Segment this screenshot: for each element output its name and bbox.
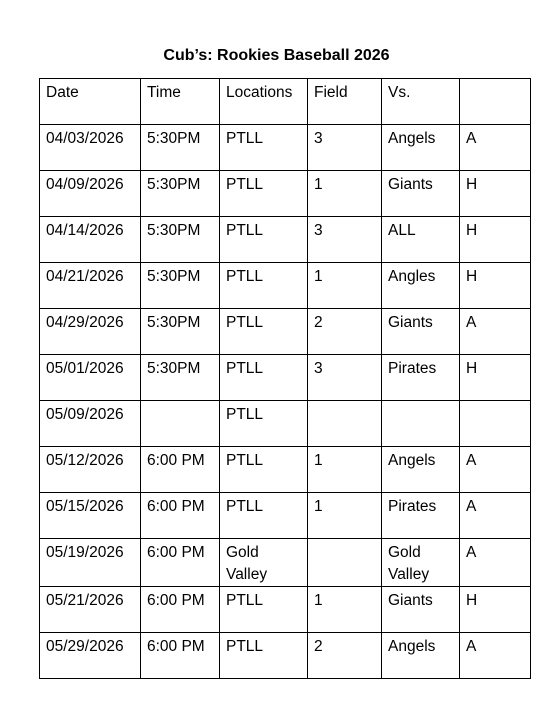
cell-home-away bbox=[460, 633, 531, 679]
cell-text: 2 bbox=[314, 314, 323, 331]
cell-text: 5:30PM bbox=[147, 130, 201, 147]
cell-time bbox=[141, 539, 220, 587]
cell-text: Gold Valley bbox=[388, 544, 430, 583]
cell-text: 04/14/2026 bbox=[46, 222, 124, 239]
cell-text: PTLL bbox=[226, 222, 264, 239]
cell-text: PTLL bbox=[226, 130, 264, 147]
schedule-table bbox=[39, 78, 531, 679]
cell-location bbox=[220, 633, 308, 679]
table-row bbox=[40, 125, 531, 171]
cell-date bbox=[40, 401, 141, 447]
cell-home-away bbox=[460, 263, 531, 309]
cell-text: 6:00 PM bbox=[147, 638, 205, 655]
cell-text: 05/21/2026 bbox=[46, 592, 124, 609]
cell-text: 05/15/2026 bbox=[46, 498, 124, 515]
cell-text: ALL bbox=[388, 222, 416, 239]
cell-opponent bbox=[382, 587, 460, 633]
cell-location bbox=[220, 125, 308, 171]
cell-text: PTLL bbox=[226, 360, 264, 377]
cell-time bbox=[141, 171, 220, 217]
cell-time bbox=[141, 355, 220, 401]
cell-opponent bbox=[382, 355, 460, 401]
cell-date bbox=[40, 587, 141, 633]
cell-text: 1 bbox=[314, 176, 323, 193]
header-vs-label: Vs. bbox=[388, 84, 411, 101]
table-row bbox=[40, 633, 531, 679]
cell-opponent bbox=[382, 447, 460, 493]
cell-text: 2 bbox=[314, 638, 323, 655]
cell-text: 5:30PM bbox=[147, 268, 201, 285]
cell-date bbox=[40, 309, 141, 355]
cell-text: 5:30PM bbox=[147, 314, 201, 331]
cell-field bbox=[308, 447, 382, 493]
cell-date bbox=[40, 539, 141, 587]
cell-field bbox=[308, 401, 382, 447]
cell-field bbox=[308, 355, 382, 401]
table-row bbox=[40, 263, 531, 309]
header-home-away bbox=[460, 79, 531, 125]
cell-text: 3 bbox=[314, 130, 323, 147]
table-row bbox=[40, 217, 531, 263]
cell-home-away bbox=[460, 125, 531, 171]
cell-text: Angels bbox=[388, 130, 436, 147]
cell-time bbox=[141, 493, 220, 539]
cell-text: Giants bbox=[388, 592, 433, 609]
cell-date bbox=[40, 263, 141, 309]
cell-opponent bbox=[382, 263, 460, 309]
cell-text: 3 bbox=[314, 222, 323, 239]
cell-opponent bbox=[382, 217, 460, 263]
cell-text: A bbox=[466, 314, 477, 331]
cell-location bbox=[220, 309, 308, 355]
header-vs bbox=[382, 79, 460, 125]
cell-text: 3 bbox=[314, 360, 323, 377]
cell-time bbox=[141, 401, 220, 447]
cell-home-away bbox=[460, 355, 531, 401]
cell-home-away bbox=[460, 539, 531, 587]
cell-text: Angels bbox=[388, 452, 436, 469]
cell-location bbox=[220, 587, 308, 633]
cell-text: 6:00 PM bbox=[147, 544, 205, 561]
cell-opponent bbox=[382, 171, 460, 217]
cell-text: H bbox=[466, 176, 478, 193]
cell-text: PTLL bbox=[226, 268, 264, 285]
cell-text: 6:00 PM bbox=[147, 452, 205, 469]
table-row bbox=[40, 401, 531, 447]
cell-text: Pirates bbox=[388, 360, 437, 377]
cell-text: 05/19/2026 bbox=[46, 544, 124, 561]
cell-text: 05/09/2026 bbox=[46, 406, 124, 423]
cell-text: PTLL bbox=[226, 638, 264, 655]
cell-home-away bbox=[460, 309, 531, 355]
header-date bbox=[40, 79, 141, 125]
table-row bbox=[40, 493, 531, 539]
cell-text: 04/21/2026 bbox=[46, 268, 124, 285]
cell-text: 04/29/2026 bbox=[46, 314, 124, 331]
cell-text: A bbox=[466, 544, 477, 561]
cell-location bbox=[220, 401, 308, 447]
cell-field bbox=[308, 263, 382, 309]
cell-opponent bbox=[382, 633, 460, 679]
cell-opponent bbox=[382, 125, 460, 171]
cell-date bbox=[40, 125, 141, 171]
cell-text: 1 bbox=[314, 452, 323, 469]
cell-opponent bbox=[382, 539, 460, 587]
cell-home-away bbox=[460, 171, 531, 217]
cell-time bbox=[141, 125, 220, 171]
cell-field bbox=[308, 539, 382, 587]
cell-home-away bbox=[460, 493, 531, 539]
cell-date bbox=[40, 493, 141, 539]
cell-field bbox=[308, 587, 382, 633]
cell-text: H bbox=[466, 592, 478, 609]
cell-text: PTLL bbox=[226, 176, 264, 193]
cell-time bbox=[141, 587, 220, 633]
header-time bbox=[141, 79, 220, 125]
cell-field bbox=[308, 217, 382, 263]
cell-text: PTLL bbox=[226, 452, 264, 469]
cell-text: Angles bbox=[388, 268, 436, 285]
cell-text: Gold Valley bbox=[226, 544, 268, 583]
cell-text: H bbox=[466, 222, 478, 239]
cell-location bbox=[220, 355, 308, 401]
cell-text: 04/09/2026 bbox=[46, 176, 124, 193]
header-locations-label: Locations bbox=[226, 84, 293, 101]
cell-text: 05/01/2026 bbox=[46, 360, 124, 377]
cell-text: 1 bbox=[314, 268, 323, 285]
cell-home-away bbox=[460, 217, 531, 263]
cell-text: 1 bbox=[314, 498, 323, 515]
cell-location bbox=[220, 447, 308, 493]
cell-text: H bbox=[466, 360, 478, 377]
cell-text: Giants bbox=[388, 314, 433, 331]
table-row bbox=[40, 587, 531, 633]
table-row bbox=[40, 355, 531, 401]
cell-location bbox=[220, 263, 308, 309]
cell-home-away bbox=[460, 447, 531, 493]
cell-text: 6:00 PM bbox=[147, 498, 205, 515]
cell-time bbox=[141, 309, 220, 355]
header-field-label: Field bbox=[314, 84, 348, 101]
cell-text: 6:00 PM bbox=[147, 592, 205, 609]
cell-text: Giants bbox=[388, 176, 433, 193]
cell-field bbox=[308, 125, 382, 171]
table-row bbox=[40, 447, 531, 493]
cell-text: A bbox=[466, 638, 477, 655]
cell-text: 5:30PM bbox=[147, 222, 201, 239]
cell-time bbox=[141, 263, 220, 309]
cell-opponent bbox=[382, 493, 460, 539]
cell-text: A bbox=[466, 452, 477, 469]
header-locations bbox=[220, 79, 308, 125]
cell-time bbox=[141, 447, 220, 493]
cell-home-away bbox=[460, 587, 531, 633]
cell-text: PTLL bbox=[226, 592, 264, 609]
cell-time bbox=[141, 633, 220, 679]
cell-field bbox=[308, 633, 382, 679]
cell-text: A bbox=[466, 498, 477, 515]
cell-location bbox=[220, 171, 308, 217]
cell-date bbox=[40, 633, 141, 679]
cell-opponent bbox=[382, 401, 460, 447]
cell-text: 05/29/2026 bbox=[46, 638, 124, 655]
header-field bbox=[308, 79, 382, 125]
cell-text: PTLL bbox=[226, 406, 264, 423]
header-time-label: Time bbox=[147, 84, 181, 101]
cell-text: PTLL bbox=[226, 314, 264, 331]
table-row bbox=[40, 539, 531, 587]
cell-field bbox=[308, 309, 382, 355]
table-row bbox=[40, 171, 531, 217]
cell-location bbox=[220, 493, 308, 539]
table-row bbox=[40, 309, 531, 355]
document-title: Cub’s: Rookies Baseball 2026 bbox=[163, 47, 390, 64]
cell-location bbox=[220, 539, 308, 587]
cell-text: H bbox=[466, 268, 478, 285]
cell-text: Angels bbox=[388, 638, 436, 655]
cell-date bbox=[40, 171, 141, 217]
cell-home-away bbox=[460, 401, 531, 447]
cell-text: Pirates bbox=[388, 498, 437, 515]
cell-text: 04/03/2026 bbox=[46, 130, 124, 147]
cell-text: 1 bbox=[314, 592, 323, 609]
cell-opponent bbox=[382, 309, 460, 355]
header-row bbox=[40, 79, 531, 125]
cell-text: A bbox=[466, 130, 477, 147]
cell-date bbox=[40, 447, 141, 493]
cell-text: 5:30PM bbox=[147, 176, 201, 193]
cell-field bbox=[308, 171, 382, 217]
cell-location bbox=[220, 217, 308, 263]
cell-text: 05/12/2026 bbox=[46, 452, 124, 469]
header-date-label: Date bbox=[46, 84, 79, 101]
cell-time bbox=[141, 217, 220, 263]
cell-text: PTLL bbox=[226, 498, 264, 515]
cell-field bbox=[308, 493, 382, 539]
cell-date bbox=[40, 355, 141, 401]
cell-date bbox=[40, 217, 141, 263]
cell-text: 5:30PM bbox=[147, 360, 201, 377]
